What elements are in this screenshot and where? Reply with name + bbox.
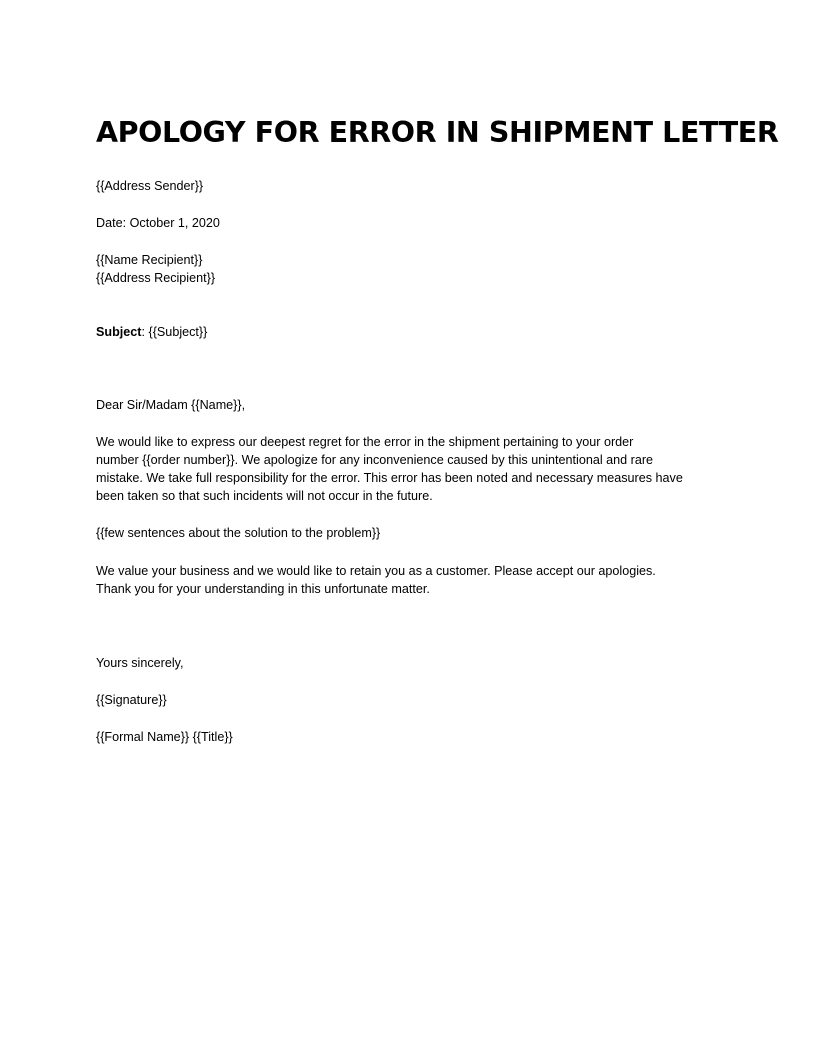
formal-name-title: {{Formal Name}} {{Title}} [96,730,233,744]
paragraph-line: been taken so that such incidents will not occur in the future. [96,489,433,503]
paragraph-line: mistake. We take full responsibility for the error. This error has been noted and necessary measures have [96,471,683,485]
paragraph-line: We would like to express our deepest regret for the error in the shipment pertaining to your order [96,435,634,449]
recipient-address: {{Address Recipient}} [96,271,216,285]
body-paragraph-1 [96,433,683,505]
paragraph-line: number {{order number}}. We apologize for any inconvenience caused by this unintentional and rare [96,453,654,467]
closing: Yours sincerely, [96,656,184,670]
recipient-name: {{Name Recipient}} [96,253,203,267]
signature-placeholder: {{Signature}} [96,693,167,707]
subject-value: : {{Subject}} [141,325,208,339]
body-paragraph-2 [96,562,656,598]
paragraph-line: Thank you for your understanding in this unfortunate matter. [96,582,430,596]
document-title: APOLOGY FOR ERROR IN SHIPMENT LETTER [96,116,779,149]
subject-line [96,323,207,341]
subject-label: Subject [96,325,142,339]
solution-placeholder: {{few sentences about the solution to the problem}} [96,526,381,540]
paragraph-line: We value your business and we would like to retain you as a customer. Please accept our apologies. [96,564,656,578]
letter-date: Date: October 1, 2020 [96,216,220,230]
sender-address: {{Address Sender}} [96,179,204,193]
salutation: Dear Sir/Madam {{Name}}, [96,398,246,412]
